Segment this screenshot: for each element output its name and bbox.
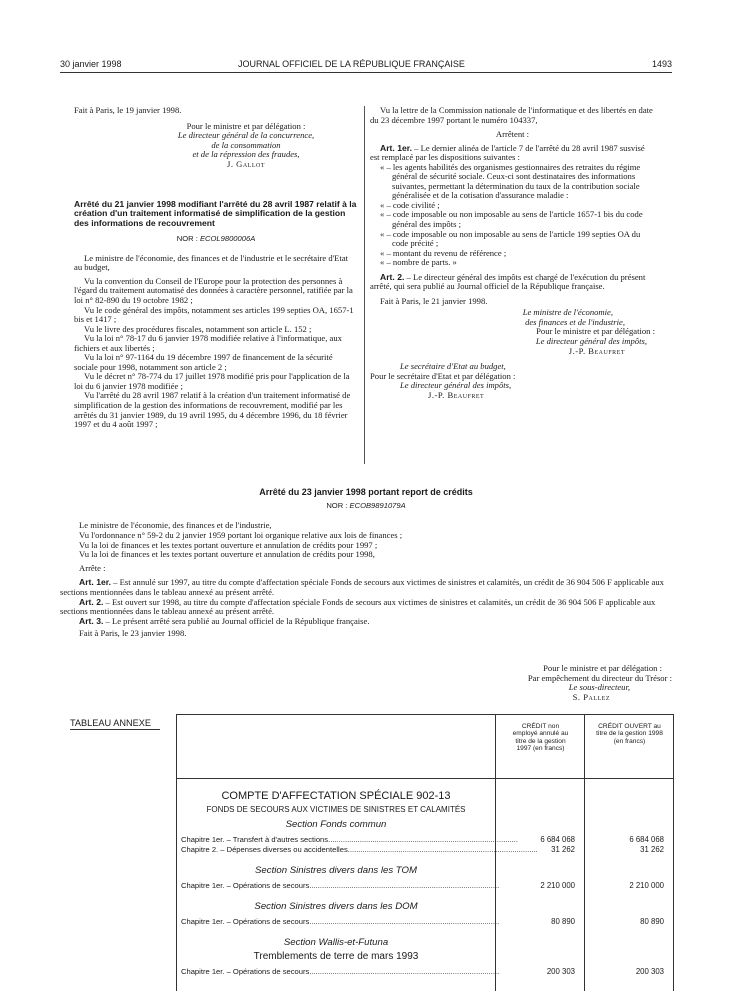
column-divider	[364, 106, 365, 464]
col-header-annule: CRÉDIT non employé annulé au titre de la gestion 1997 (en francs)	[512, 723, 569, 753]
row-label: Chapitre 1er. – Transfert à d'autres sections	[181, 835, 329, 844]
table-label: TABLEAU ANNEXE	[70, 718, 160, 730]
page-number: 1493	[651, 59, 672, 69]
arrete1-paragraph: Le ministre de l'économie, des finances et de l'industrie et le secrétaire d'Etat au budget,	[74, 252, 349, 273]
row-leader-dots: ..........................................................................................	[309, 881, 500, 890]
signoff-name: J. Gallot	[226, 158, 265, 169]
arrete1-paragraph: Vu la convention du Conseil de l'Europe pour la protection des personnes à l'égard du traitement automatisé des données à caractère personnel, ratifiée par la loi n° 82-890 du 19 octobre 1982 ;	[74, 275, 353, 305]
arrete2-fait: Fait à Paris, le 23 janvier 1998.	[79, 627, 187, 638]
row-label: Chapitre 2. – Dépenses diverses ou accidentelles	[181, 845, 348, 854]
table-header-rule	[177, 778, 673, 779]
signoff-place-date: Fait à Paris, le 19 janvier 1998.	[74, 105, 182, 115]
sig-line: Le sous-directeur,	[568, 682, 630, 693]
section-title: Section Fonds commun	[285, 819, 387, 830]
value-annule: 200 303	[546, 967, 575, 976]
value-ouvert: 80 890	[640, 917, 664, 926]
art1-label: Art. 1er.	[380, 142, 413, 153]
section-title: Section Wallis-et-Futuna	[283, 937, 389, 948]
value-ouvert: 6 684 068	[629, 835, 664, 844]
art1-text: – Est annulé sur 1997, au titre du compte d'affectation spéciale Fonds de secours aux victimes de sinistres et calamités, un crédit de 36 904 506 F applicable aux sections mentionnées dans le tableau annexé au présent arrêté.	[60, 576, 664, 597]
bullet-list	[370, 163, 655, 268]
table-row	[181, 917, 500, 926]
row-label: Chapitre 1er. – Opérations de secours	[181, 967, 310, 976]
art2-text: – Est ouvert sur 1998, au titre du compte d'affectation spéciale Fonds de secours aux victimes de sinistres et calamités, un crédit de 36 904 506 F applicable aux sections mentionnées dans le tableau annexé au présent arrêté.	[60, 596, 656, 617]
bullet-item: « – nombre de parts. »	[380, 257, 457, 268]
arrete2-title: Arrêté du 23 janvier 1998 portant report de crédits	[259, 487, 473, 497]
sig-line: Pour le ministre et par délégation :	[543, 663, 662, 673]
sig-line: Par empêchement du directeur du Trésor :	[527, 672, 672, 683]
arrete1-paragraph: Vu le code général des impôts, notamment ses articles 199 septies OA, 1657-1 bis et 1417 ;	[74, 304, 354, 325]
left-column	[74, 106, 358, 169]
art2	[370, 273, 655, 292]
sig-line: Le ministre de l'économie,	[522, 307, 613, 318]
intro-line: Vu la loi de finances et les textes portant ouverture et annulation de crédits pour 1997 ;	[79, 539, 378, 550]
journal-title: JOURNAL OFFICIEL DE LA RÉPUBLIQUE FRANÇAISE	[238, 59, 465, 69]
bullet-item: « – les agents habilités des organismes gestionnaires des retraites du régime général de sécurité sociale. Ceux-ci sont destinataires des informations suivantes, permettant la détermination du taux de la contribution sociale généralisée et de la cotisation d'assurance maladie :	[380, 161, 641, 201]
sig-name: S. Pallez	[572, 691, 610, 702]
nor-label: NOR :	[176, 234, 200, 244]
arrete1-title: Arrêté du 21 janvier 1998 modifiant l'arrêté du 28 avril 1987 relatif à la création d'un traitement informatisé de simplification de la gestion des informations de recouvrement	[74, 199, 357, 228]
art2-label: Art. 2.	[79, 596, 104, 607]
arrete1	[74, 200, 358, 430]
sig-line: Pour le ministre et par délégation :	[536, 326, 655, 337]
arrete1-paragraph: Vu l'arrêté du 28 avril 1987 relatif à la création d'un traitement informatisé de simplification de la gestion des informations de recouvrement, modifié par les arrêtés du 31 janvier 1989, du 19 avril 1995, du 4 décembre 1996, du 18 février 1997 et du 4 août 1997 ;	[74, 390, 351, 430]
bullet-item: « – code civilité ;	[380, 199, 440, 210]
art3-text: – Le présent arrêté sera publié au Journal officiel de la République française.	[103, 616, 370, 627]
sig-line: Pour le secrétaire d'Etat et par délégation :	[370, 370, 516, 381]
arrete2-art2	[60, 598, 672, 618]
art3-label: Art. 3.	[79, 616, 104, 627]
signoff-pour: Pour le ministre et par délégation :	[186, 120, 306, 131]
nor-label: NOR :	[326, 501, 350, 510]
value-ouvert: 200 303	[635, 967, 664, 976]
header-date: 30 janvier 1998	[60, 59, 122, 69]
fait-right: Fait à Paris, le 21 janvier 1998.	[380, 295, 488, 306]
section-title: Section Sinistres divers dans les DOM	[254, 901, 418, 912]
row-leader-dots: ..........................................................................................	[347, 845, 538, 854]
nor-code: ECOB9891079A	[349, 501, 406, 510]
art1	[370, 144, 655, 163]
arrete2-intro	[60, 521, 672, 560]
bullet-item: « – code imposable ou non imposable au sens de l'article 1657-1 bis du code général des impôts ;	[380, 209, 643, 230]
signoff-role: Le directeur général de la concurrence,	[177, 130, 315, 141]
sig-line: Le directeur général des impôts,	[400, 380, 512, 391]
compte-title: COMPTE D'AFFECTATION SPÉCIALE 902-13	[221, 790, 451, 802]
signoff-role: de la consommation	[211, 139, 281, 150]
row-label: Chapitre 1er. – Opérations de secours	[181, 881, 310, 890]
row-label: Chapitre 1er. – Opérations de secours	[181, 917, 310, 926]
row-leader-dots: ..........................................................................................	[309, 917, 500, 926]
value-annule: 2 210 000	[540, 881, 575, 890]
art1-label: Art. 1er.	[79, 576, 112, 587]
value-annule: 80 890	[551, 917, 575, 926]
sig2	[370, 362, 655, 400]
intro-line: Vu la loi de finances et les textes portant ouverture et annulation de crédits pour 1998,	[79, 549, 375, 560]
arrete2-art3	[60, 617, 672, 627]
sig-name: J.-P. Beaufret	[568, 345, 625, 356]
arrete1-paragraph: Vu le livre des procédures fiscales, notamment son article L. 152 ;	[84, 323, 312, 334]
arrete2-nor	[60, 501, 672, 510]
row-leader-dots: ..........................................................................................	[328, 835, 518, 844]
sig1	[370, 308, 655, 356]
signoff-role: et de la répression des fraudes,	[192, 149, 300, 160]
arrete2-body	[60, 521, 672, 639]
arrete2-art1	[60, 578, 672, 598]
value-ouvert: 31 262	[640, 845, 664, 854]
header-rule	[60, 72, 672, 73]
nor-code: ECOL9800006A	[199, 234, 256, 244]
bullet-item: « – montant du revenu de référence ;	[380, 247, 507, 258]
right-column	[370, 106, 655, 400]
arrete1-nor	[74, 234, 358, 244]
fonds-title: FONDS DE SECOURS AUX VICTIMES DE SINISTRES ET CALAMITÉS	[206, 805, 466, 814]
col-header-ouvert: CRÉDIT OUVERT au titre de la gestion 1998 (en francs)	[596, 723, 663, 745]
value-annule: 31 262	[551, 845, 575, 854]
sig-name: J.-P. Beaufret	[428, 389, 485, 400]
bullet-item: « – code imposable ou non imposable au sens de l'article 199 septies OA du code précité ;	[380, 228, 641, 249]
art1-text: – Le dernier alinéa de l'article 7 de l'arrêté du 28 avril 1987 susvisé est remplacé par les dispositions suivantes :	[370, 142, 645, 163]
row-leader-dots: ..........................................................................................	[309, 967, 500, 976]
value-annule: 6 684 068	[540, 835, 575, 844]
vu-lettre: Vu la lettre de la Commission nationale de l'informatique et des libertés en date du 23 décembre 1997 portant le numéro 104337,	[370, 105, 653, 125]
arrete2-sig	[440, 664, 672, 702]
arrete1-paragraph: Vu la loi n° 78-17 du 6 janvier 1978 modifiée relative à l'informatique, aux fichiers et aux libertés ;	[74, 333, 342, 353]
sig-line: des finances et de l'industrie,	[525, 316, 625, 327]
table-row	[181, 845, 538, 854]
arrete1-paragraph: Vu le décret n° 78-774 du 17 juillet 1978 modifié pris pour l'application de la loi du 6 janvier 1978 modifiée ;	[74, 371, 350, 391]
arrete1-paragraphs	[74, 254, 358, 430]
intro-line: Le ministre de l'économie, des finances et de l'industrie,	[79, 520, 272, 530]
art2-text: – Le directeur général des impôts est chargé de l'exécution du présent arrêté, qui sera publié au Journal officiel de la République française.	[370, 271, 646, 292]
intro-line: Vu l'ordonnance n° 59-2 du 2 janvier 1959 portant loi organique relative aux lois de finances ;	[79, 529, 403, 540]
arretent: Arrêtent :	[495, 129, 530, 140]
annex-table	[176, 714, 674, 991]
arrete2-arrete: Arrête :	[79, 563, 106, 574]
sig-line: Le directeur général des impôts,	[535, 336, 647, 347]
sig-line: Le secrétaire d'Etat au budget,	[400, 361, 506, 372]
section-title: Section Sinistres divers dans les TOM	[255, 865, 417, 876]
table-row	[181, 881, 500, 890]
table-row	[181, 967, 500, 976]
art2-label: Art. 2.	[380, 271, 405, 282]
section-subtitle: Tremblements de terre de mars 1993	[253, 951, 419, 962]
value-ouvert: 2 210 000	[629, 881, 664, 890]
arrete1-paragraph: Vu la loi n° 97-1164 du 19 décembre 1997 de financement de la sécurité sociale pour 1998, notamment son article 2 ;	[74, 352, 333, 372]
table-row	[181, 835, 518, 844]
